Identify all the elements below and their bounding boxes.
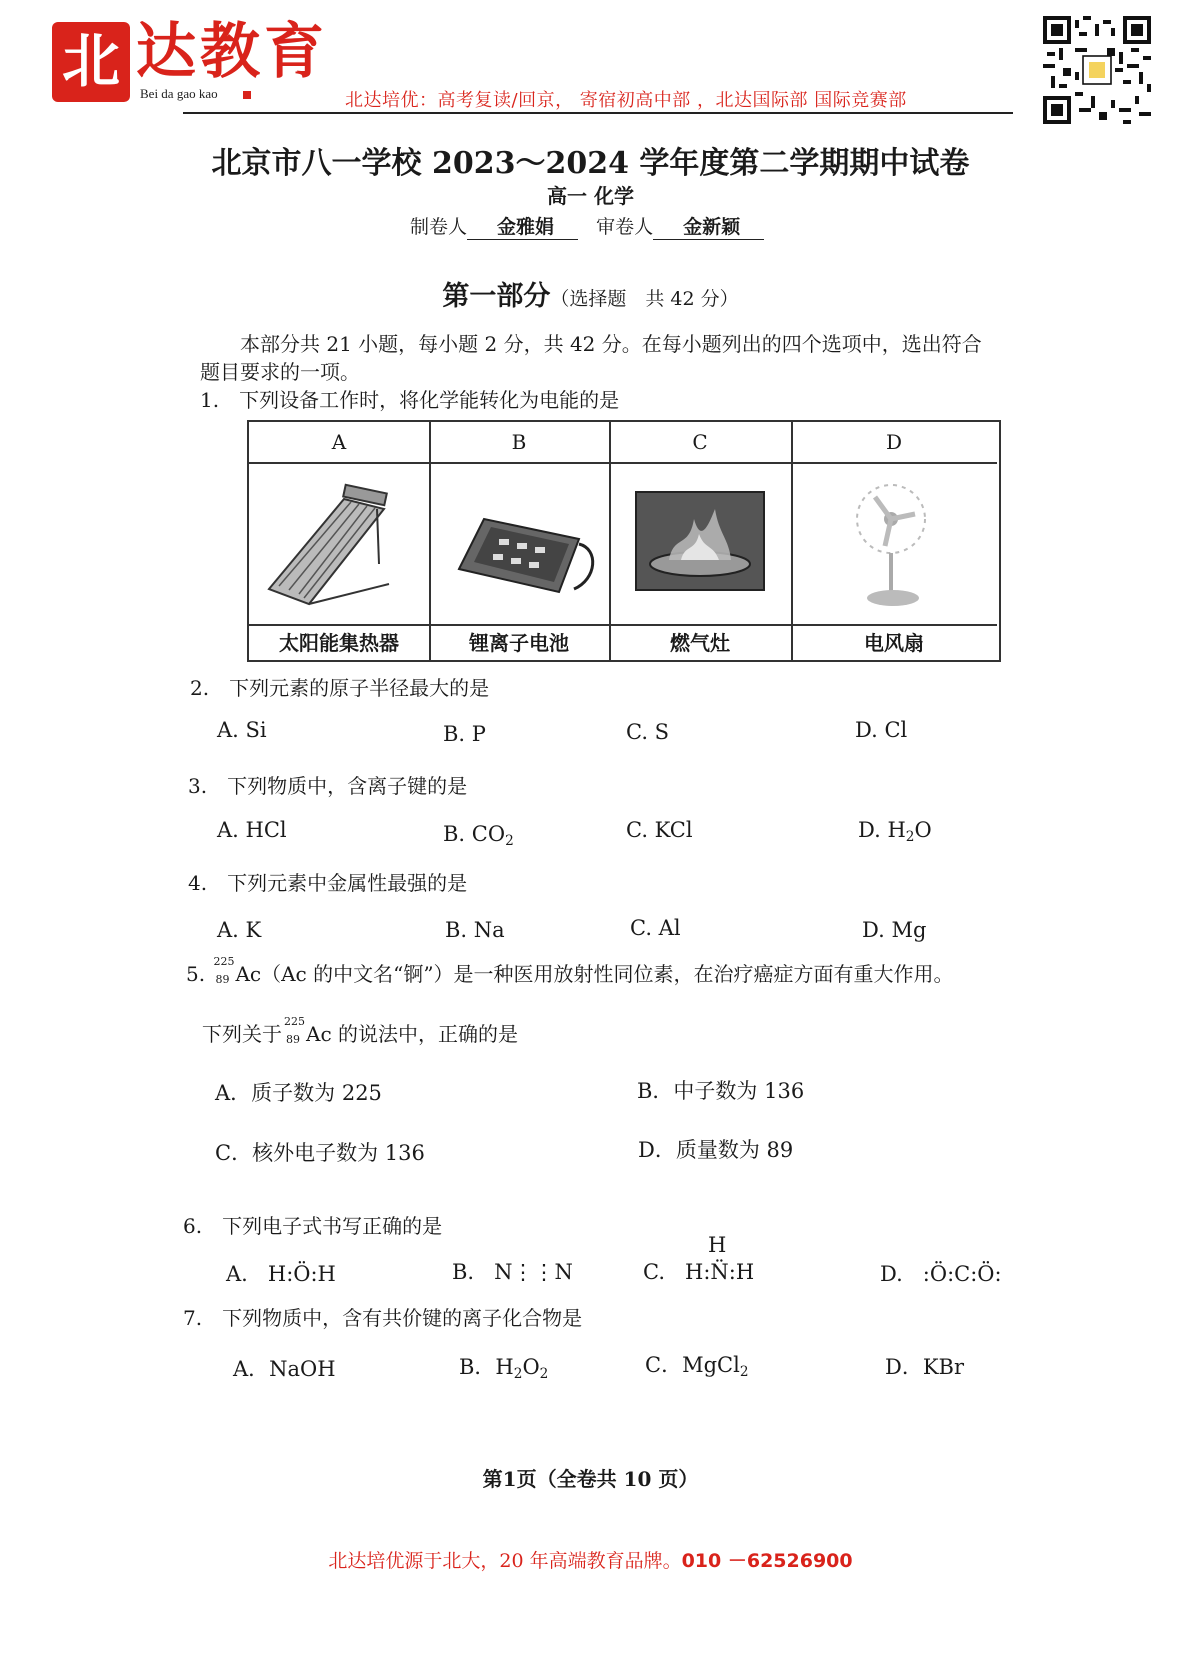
brand-tagline: 北达培优：高考复读/回京， 寄宿初高中部 ，北达国际部 国际竞赛部 — [345, 90, 907, 111]
part-heading — [0, 274, 1181, 313]
logo-dot — [243, 91, 251, 99]
gas-stove-icon — [609, 464, 791, 624]
q5-option-b[interactable]: B．中子数为 136 — [637, 1079, 805, 1103]
q1-caption-a: 太阳能集热器 — [249, 624, 429, 660]
logo-wordmark: 达教育 — [136, 17, 328, 87]
q1-caption-b: 锂离子电池 — [429, 624, 609, 660]
q3-option-b[interactable]: B. $CO_2$ — [443, 822, 514, 850]
reviewer-name: 金新颖 — [653, 212, 764, 240]
q1-caption-c: 燃气灶 — [609, 624, 791, 660]
q6-option-b[interactable]: B. N⋮⋮N — [452, 1260, 573, 1284]
q1-letter-d: D — [791, 422, 997, 464]
q4-stem: 4. 下列元素中金属性最强的是 — [188, 871, 468, 895]
q1-stem: 1. 下列设备工作时，将化学能转化为电能的是 — [200, 388, 620, 412]
q4-option-b[interactable]: B. Na — [445, 918, 505, 942]
q4-option-c[interactable]: C. Al — [630, 916, 681, 940]
logo-mark: 北 — [61, 27, 120, 95]
q4-option-a[interactable]: A. K — [217, 918, 262, 942]
makers-line — [410, 212, 764, 240]
q3-stem: 3. 下列物质中，含离子键的是 — [188, 774, 468, 798]
q6-option-a[interactable]: A. H:Ö:H — [226, 1262, 336, 1286]
footer-phone: 010 －62526900 — [681, 1550, 853, 1572]
q1-column-a — [249, 422, 431, 660]
qr-code-icon — [1043, 16, 1151, 124]
q7-stem: 7. 下列物质中，含有共价键的离子化合物是 — [183, 1306, 583, 1330]
q6-stem: 6. 下列电子式书写正确的是 — [183, 1214, 443, 1238]
q2-option-a[interactable]: A. Si — [217, 718, 267, 742]
instruction-line-1: 本部分共 21 小题，每小题 2 分，共 42 分。在每小题列出的四个选项中，选出符合 — [240, 332, 982, 356]
q6-option-c-top-h: H — [708, 1233, 727, 1257]
q7-option-a[interactable]: A．NaOH — [233, 1357, 336, 1381]
q2-stem: 2. 下列元素的原子半径最大的是 — [190, 676, 490, 700]
part-note: （选择题 共 42 分） — [550, 288, 739, 310]
q7-option-c[interactable]: C．MgCl$_2$ — [645, 1353, 749, 1381]
q5-option-c[interactable]: C．核外电子数为 136 — [215, 1141, 425, 1165]
q3-option-c[interactable]: C. KCl — [626, 818, 693, 842]
q1-column-c — [609, 422, 793, 660]
q2-option-c[interactable]: C. S — [626, 720, 670, 744]
fan-icon — [791, 464, 997, 624]
q5-option-d[interactable]: D．质量数为 89 — [638, 1138, 794, 1162]
q1-letter-b: B — [429, 422, 609, 464]
footer-ad — [0, 1546, 1181, 1573]
page-number: 第1页（全卷共 10 页） — [482, 1467, 699, 1491]
q7-option-b[interactable]: B．$H_2O_2$ — [459, 1355, 549, 1383]
q2-option-d[interactable]: D. Cl — [855, 718, 908, 742]
q4-option-d[interactable]: D. Mg — [862, 918, 927, 942]
footer-ad-text: 北达培优源于北大，20 年高端教育品牌。 — [328, 1550, 682, 1572]
part-title: 第一部分 — [442, 281, 551, 312]
logo-pinyin: Bei da gao kao — [140, 86, 218, 101]
header-divider — [183, 112, 1013, 114]
instruction-line-2: 题目要求的一项。 — [200, 360, 360, 384]
exam-subtitle: 高一 化学 — [547, 184, 634, 208]
q5-option-a[interactable]: A．质子数为 225 — [215, 1081, 382, 1105]
q1-column-b — [429, 422, 611, 660]
q6-option-d[interactable]: D. :Ö:C:Ö: — [880, 1262, 1002, 1286]
q5-stem-2: 下列关于 225 89 Ac 的说法中，正确的是 — [202, 1015, 519, 1046]
q3-option-d[interactable]: D. $H_2O$ — [858, 818, 932, 846]
q7-option-d[interactable]: D．KBr — [885, 1355, 964, 1379]
q1-caption-d: 电风扇 — [791, 624, 997, 660]
q1-letter-c: C — [609, 422, 791, 464]
q1-letter-a: A — [249, 422, 429, 464]
reviewer-label: 审卷人 — [596, 216, 654, 238]
q5-isotope-2: 225 89 — [284, 1015, 305, 1046]
q3-option-a[interactable]: A. HCl — [217, 818, 287, 842]
q2-option-b[interactable]: B. P — [443, 722, 486, 746]
maker-name: 金雅娟 — [467, 212, 578, 240]
q5-isotope: 225 89 — [213, 955, 235, 986]
solar-collector-icon — [249, 464, 429, 624]
battery-icon — [429, 464, 609, 624]
q6-option-c[interactable]: C. H:N̈:H — [643, 1260, 755, 1284]
maker-label: 制卷人 — [410, 216, 468, 238]
q1-table — [247, 420, 1001, 662]
exam-title: 北京市八一学校 2023～2024 学年度第二学期期中试卷 — [211, 146, 970, 181]
q5-stem: 5. 225 89 Ac（Ac 的中文名“锕”）是一种医用放射性同位素，在治疗癌症方面有重大作用。 — [186, 955, 954, 986]
q1-column-d — [791, 422, 997, 660]
